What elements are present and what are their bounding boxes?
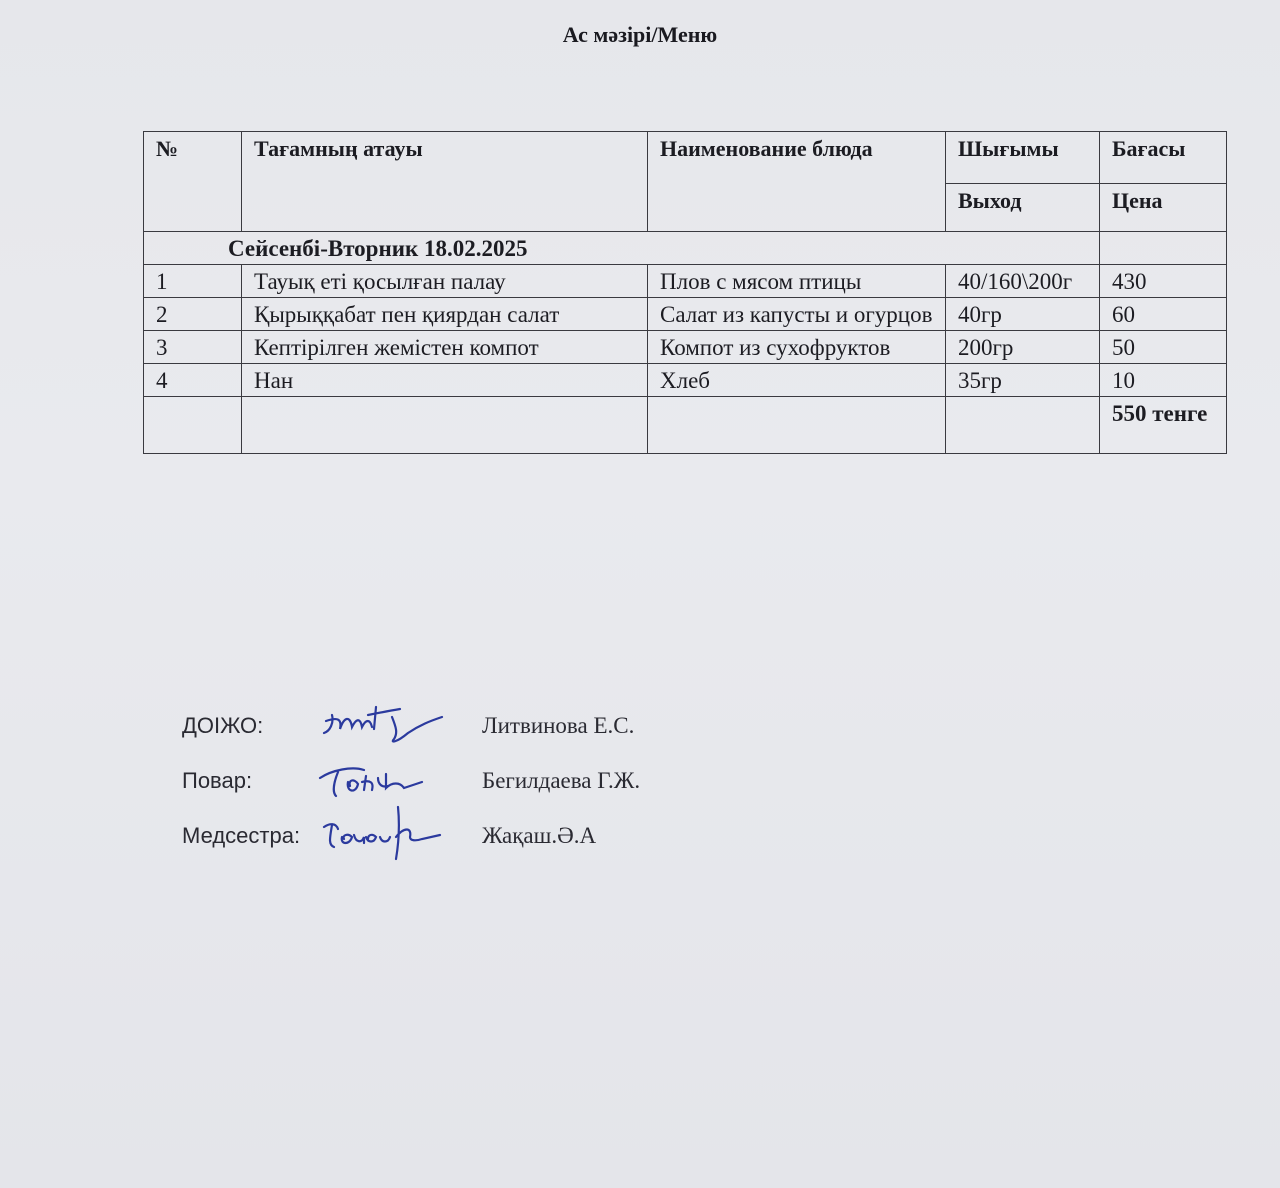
header-yield-ru: Выход (946, 184, 1100, 232)
signature-row-nurse (182, 815, 782, 870)
row-price: 50 (1100, 331, 1227, 364)
row-yield: 40гр (946, 298, 1100, 331)
total-empty-cell (242, 397, 648, 454)
day-price-empty (1100, 232, 1227, 265)
header-price-kz: Бағасы (1100, 132, 1227, 184)
signature-role: Повар: (182, 768, 253, 793)
signature-role: Медсестра: (182, 823, 301, 848)
header-dish-name-kz: Тағамның атауы (242, 132, 648, 232)
signature-block (182, 705, 782, 870)
row-name-ru: Плов с мясом птицы (648, 265, 946, 298)
row-number: 2 (144, 298, 242, 331)
table-row (144, 331, 1227, 364)
header-price-ru: Цена (1100, 184, 1227, 232)
handwritten-signature (312, 797, 462, 867)
row-name-kz: Нан (242, 364, 648, 397)
table-row (144, 265, 1227, 298)
signature-role: ДОІЖО: (182, 713, 264, 738)
handwritten-signature (312, 693, 462, 753)
row-name-ru: Хлеб (648, 364, 946, 397)
row-number: 3 (144, 331, 242, 364)
menu-table (143, 131, 1227, 454)
signature-row-cook (182, 760, 782, 815)
row-yield: 40/160\200г (946, 265, 1100, 298)
total-row (144, 397, 1227, 454)
signature-name: Жақаш.Ә.А (482, 823, 597, 848)
row-name-kz: Кептірілген жемістен компот (242, 331, 648, 364)
row-yield: 200гр (946, 331, 1100, 364)
signature-name: Бегилдаева Г.Ж. (482, 768, 641, 793)
row-number: 4 (144, 364, 242, 397)
row-yield: 35гр (946, 364, 1100, 397)
row-number: 1 (144, 265, 242, 298)
row-name-kz: Тауық еті қосылған палау (242, 265, 648, 298)
header-number: № (144, 132, 242, 232)
row-name-ru: Компот из сухофруктов (648, 331, 946, 364)
header-dish-name-ru: Наименование блюда (648, 132, 946, 232)
day-row (144, 232, 1227, 265)
header-yield-kz: Шығымы (946, 132, 1100, 184)
day-label: Сейсенбі-Вторник 18.02.2025 (144, 232, 1100, 265)
page-title: Ас мәзірі/Меню (562, 22, 718, 47)
row-price: 430 (1100, 265, 1227, 298)
row-price: 60 (1100, 298, 1227, 331)
signature-name: Литвинова Е.С. (482, 713, 635, 738)
total-price: 550 тенге (1100, 397, 1227, 454)
total-empty-cell (648, 397, 946, 454)
table-row (144, 298, 1227, 331)
table-row (144, 364, 1227, 397)
total-empty-cell (144, 397, 242, 454)
row-price: 10 (1100, 364, 1227, 397)
signature-row-director (182, 705, 782, 760)
row-name-kz: Қырыққабат пен қиярдан салат (242, 298, 648, 331)
total-empty-cell (946, 397, 1100, 454)
row-name-ru: Салат из капусты и огурцов (648, 298, 946, 331)
